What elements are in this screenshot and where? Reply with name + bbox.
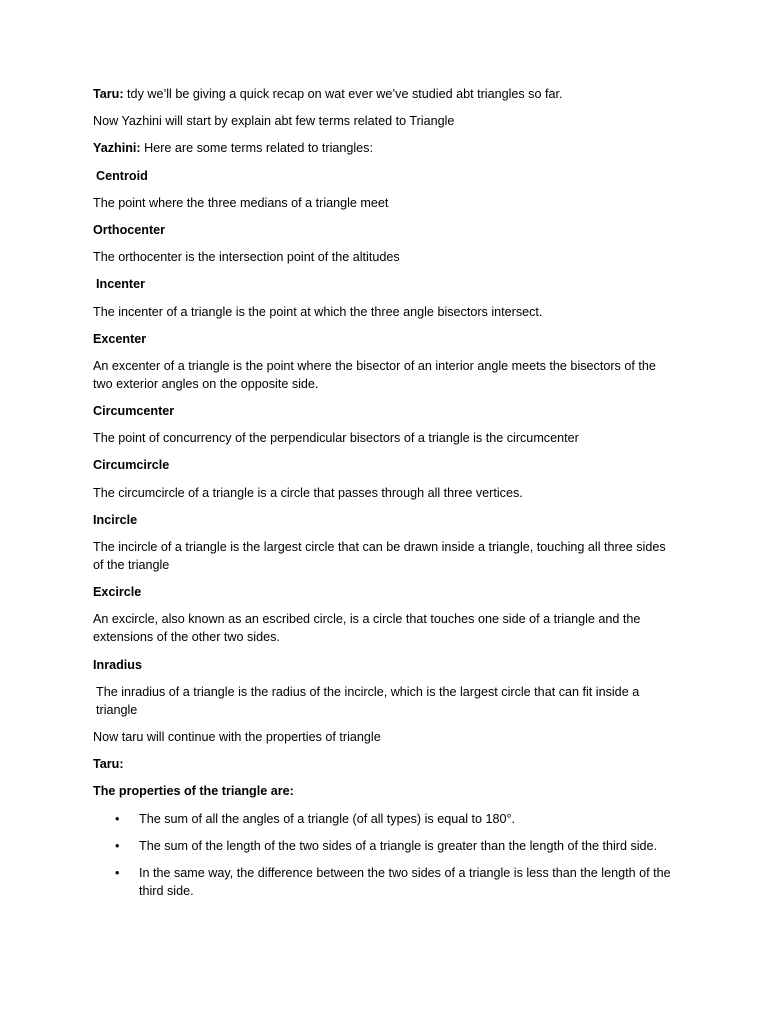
term-heading: Incircle [93, 512, 138, 527]
term-definition: The incenter of a triangle is the point at which the three angle bisectors intersect. [93, 304, 543, 319]
term-heading: Incenter [96, 277, 145, 292]
term-definition: The inradius of a triangle is the radius of the incircle, which is the largest circle that can fit inside a triangle [96, 684, 640, 717]
paragraph-text: Here are some terms related to triangles: [140, 141, 373, 156]
term-definition: The orthocenter is the intersection point of the altitudes [93, 250, 400, 265]
term-heading: Circumcircle [93, 458, 170, 473]
term-heading: Circumcenter [93, 404, 175, 419]
properties-list [93, 810, 678, 900]
term-heading: Inradius [93, 657, 142, 672]
term-definition: An excenter of a triangle is the point where the bisector of an interior angle meets the bisectors of the two exterior angles on the opposite side. [93, 358, 656, 391]
bullet-icon: • [115, 811, 120, 826]
transition-paragraph: Now Yazhini will start by explain abt few terms related to Triangle [93, 114, 455, 129]
properties-heading: The properties of the triangle are: [93, 784, 294, 799]
speaker-label: Yazhini: [93, 141, 141, 156]
term-definition: The incircle of a triangle is the largest circle that can be drawn inside a triangle, touching all three sides of the triangle [93, 540, 666, 572]
list-item [93, 864, 678, 900]
closing-transition-paragraph: Now taru will continue with the properties of triangle [93, 729, 381, 744]
term-definition: The point where the three medians of a triangle meet [93, 195, 389, 210]
term-heading: Orthocenter [93, 222, 166, 237]
term-heading: Excenter [93, 331, 147, 346]
term-definition: The circumcircle of a triangle is a circle that passes through all three vertices. [93, 485, 523, 500]
bullet-icon: • [115, 838, 120, 853]
term-heading: Centroid [96, 168, 148, 183]
term-definition: The point of concurrency of the perpendicular bisectors of a triangle is the circumcenter [93, 431, 579, 446]
bullet-icon: • [115, 865, 120, 880]
taru-intro-paragraph [93, 85, 678, 103]
speaker-label: Taru: [93, 757, 124, 772]
list-item [93, 837, 678, 855]
list-item-text: The sum of all the angles of a triangle (of all types) is equal to 180°. [139, 811, 516, 826]
list-item [93, 810, 678, 828]
yazhini-intro-paragraph [93, 139, 678, 157]
speaker-label: Taru: [93, 87, 124, 101]
term-definition: An excircle, also known as an escribed circle, is a circle that touches one side of a triangle and the extensions of the other two sides. [93, 612, 641, 645]
list-item-text: In the same way, the difference between the two sides of a triangle is less than the length of the third side. [139, 865, 671, 898]
paragraph-text: tdy we’ll be giving a quick recap on wat ever we’ve studied abt triangles so far. [123, 87, 563, 101]
term-heading: Excircle [93, 585, 142, 600]
list-item-text: The sum of the length of the two sides of a triangle is greater than the length of the third side. [139, 838, 658, 853]
